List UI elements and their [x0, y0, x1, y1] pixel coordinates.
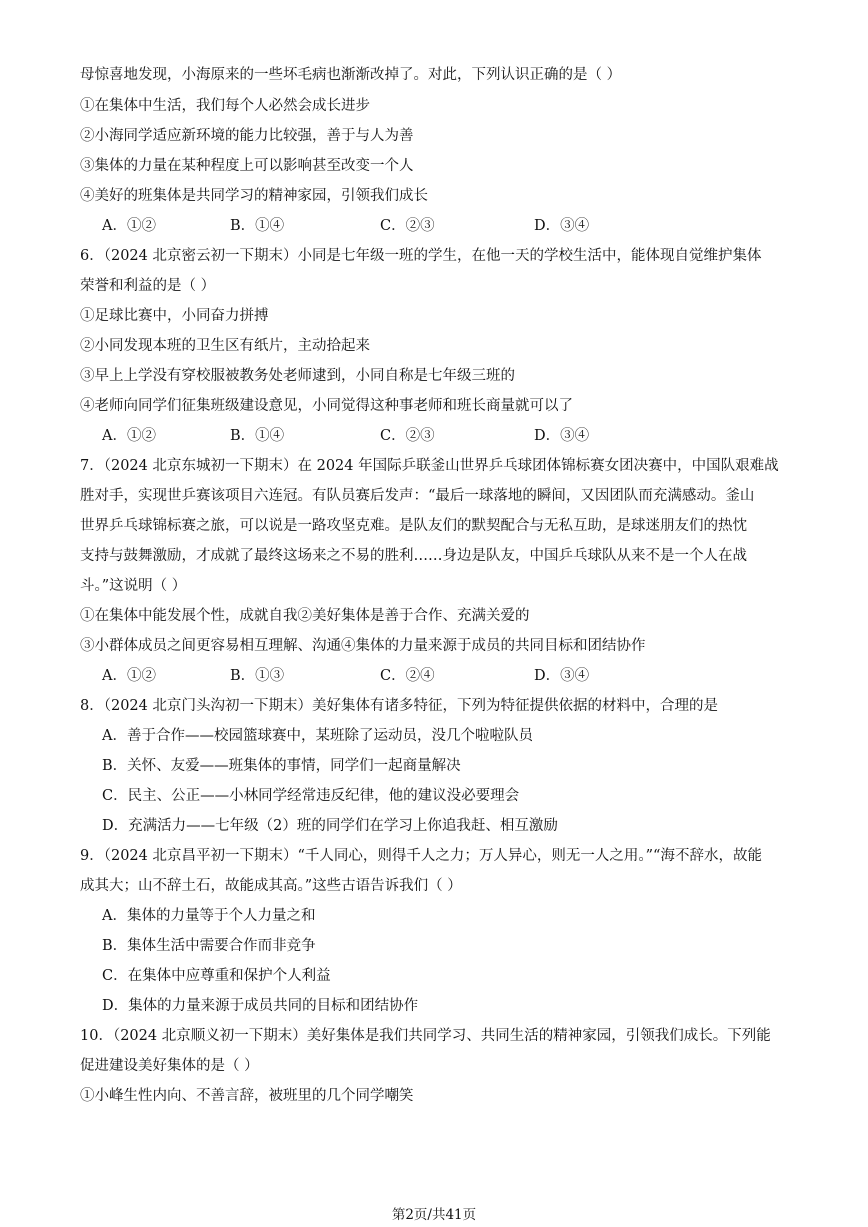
q7-stem-line-4: 支持与鼓舞激励，才成就了最终这场来之不易的胜利……身边是队友，中国乒乓球队从来不是一个人在战 [80, 548, 747, 564]
q6-choices [102, 426, 802, 446]
q10-stem-line-1: 10．（2024 北京顺义初一下期末）美好集体是我们共同学习、共同生活的精神家园，引领我们成长。下列能 [80, 1028, 771, 1044]
page-footer: 第2页/共41页 [391, 1207, 477, 1223]
q6-choice-a[interactable]: A．①② [102, 428, 156, 444]
q9-stem-line-2: 成其大；山不辞土石，故能成其高。”这些古语告诉我们（ ） [80, 878, 462, 894]
q7-stem-line-3: 世界乒乓球锦标赛之旅，可以说是一路攻坚克难。是队友们的默契配合与无私互助，是球迷朋友们的热忱 [80, 518, 747, 534]
q6-stem-line-2: 荣誉和利益的是（ ） [80, 278, 216, 294]
q9-option-a[interactable]: A．集体的力量等于个人力量之和 [102, 908, 316, 924]
q8-option-d[interactable]: D．充满活力——七年级（2）班的同学们在学习上你追我赶、相互激励 [102, 818, 558, 834]
q6-item-1: ①足球比赛中，小同奋力拼搏 [80, 308, 269, 324]
q8-option-c[interactable]: C．民主、公正——小林同学经常违反纪律，他的建议没必要理会 [102, 788, 520, 804]
q5-choice-d[interactable]: D．③④ [534, 218, 590, 234]
q7-stem-line-2: 胜对手，实现世乒赛该项目六连冠。有队员赛后发声：“最后一球落地的瞬间，又因团队而充满感动。釜山 [80, 488, 755, 504]
q5-item-4: ④美好的班集体是共同学习的精神家园，引领我们成长 [80, 188, 428, 204]
q7-choice-a[interactable]: A．①② [102, 668, 156, 684]
q5-item-1: ①在集体中生活，我们每个人必然会成长进步 [80, 98, 370, 114]
q9-option-b[interactable]: B．集体生活中需要合作而非竞争 [102, 938, 316, 954]
q8-stem-line-1: 8．（2024 北京门头沟初一下期末）美好集体有诸多特征，下列为特征提供依据的材料中，合理的是 [80, 698, 718, 714]
q5-choice-b[interactable]: B．①④ [230, 218, 285, 234]
q10-stem-line-2: 促进建设美好集体的是（ ） [80, 1058, 259, 1074]
q10-item-1: ①小峰生性内向、不善言辞，被班里的几个同学嘲笑 [80, 1088, 414, 1104]
q7-stem-line-1: 7．（2024 北京东城初一下期末）在 2024 年国际乒联釜山世界乒乓球团体锦标赛女团决赛中，中国队艰难战 [80, 458, 779, 474]
q6-choice-d[interactable]: D．③④ [534, 428, 590, 444]
q6-item-2: ②小同发现本班的卫生区有纸片，主动拾起来 [80, 338, 370, 354]
q6-choice-c[interactable]: C．②③ [380, 428, 435, 444]
q7-choice-c[interactable]: C．②④ [380, 668, 435, 684]
q8-option-b[interactable]: B．关怀、友爱——班集体的事情，同学们一起商量解决 [102, 758, 461, 774]
q9-option-d[interactable]: D．集体的力量来源于成员共同的目标和团结协作 [102, 998, 419, 1014]
q7-choice-b[interactable]: B．①③ [230, 668, 285, 684]
q5-stem-tail: 母惊喜地发现，小海原来的一些坏毛病也渐渐改掉了。对此，下列认识正确的是（ ） [80, 67, 622, 83]
q7-choice-d[interactable]: D．③④ [534, 668, 590, 684]
q6-item-4: ④老师向同学们征集班级建设意见，小同觉得这种事老师和班长商量就可以了 [80, 398, 573, 414]
q6-stem-line-1: 6．（2024 北京密云初一下期末）小同是七年级一班的学生，在他一天的学校生活中，能体现自觉维护集体 [80, 248, 762, 264]
q9-option-c[interactable]: C．在集体中应尊重和保护个人利益 [102, 968, 331, 984]
q9-stem-line-1: 9．（2024 北京昌平初一下期末）“千人同心，则得千人之力；万人异心，则无一人之用。”“海不辞水，故能 [80, 848, 762, 864]
q7-item-1: ①在集体中能发展个性，成就自我②美好集体是善于合作、充满关爱的 [80, 608, 530, 624]
q7-item-2: ③小群体成员之间更容易相互理解、沟通④集体的力量来源于成员的共同目标和团结协作 [80, 638, 646, 654]
q5-item-3: ③集体的力量在某种程度上可以影响甚至改变一个人 [80, 158, 414, 174]
q8-option-a[interactable]: A．善于合作——校园篮球赛中，某班除了运动员，没几个啦啦队员 [102, 728, 533, 744]
q5-item-2: ②小海同学适应新环境的能力比较强，善于与人为善 [80, 128, 414, 144]
q7-choices [102, 666, 802, 686]
q7-stem-line-5: 斗。”这说明（ ） [80, 578, 187, 594]
q6-choice-b[interactable]: B．①④ [230, 428, 285, 444]
q5-choice-c[interactable]: C．②③ [380, 218, 435, 234]
q5-choices [102, 216, 802, 236]
q6-item-3: ③早上上学没有穿校服被教务处老师逮到，小同自称是七年级三班的 [80, 368, 515, 384]
q5-choice-a[interactable]: A．①② [102, 218, 156, 234]
